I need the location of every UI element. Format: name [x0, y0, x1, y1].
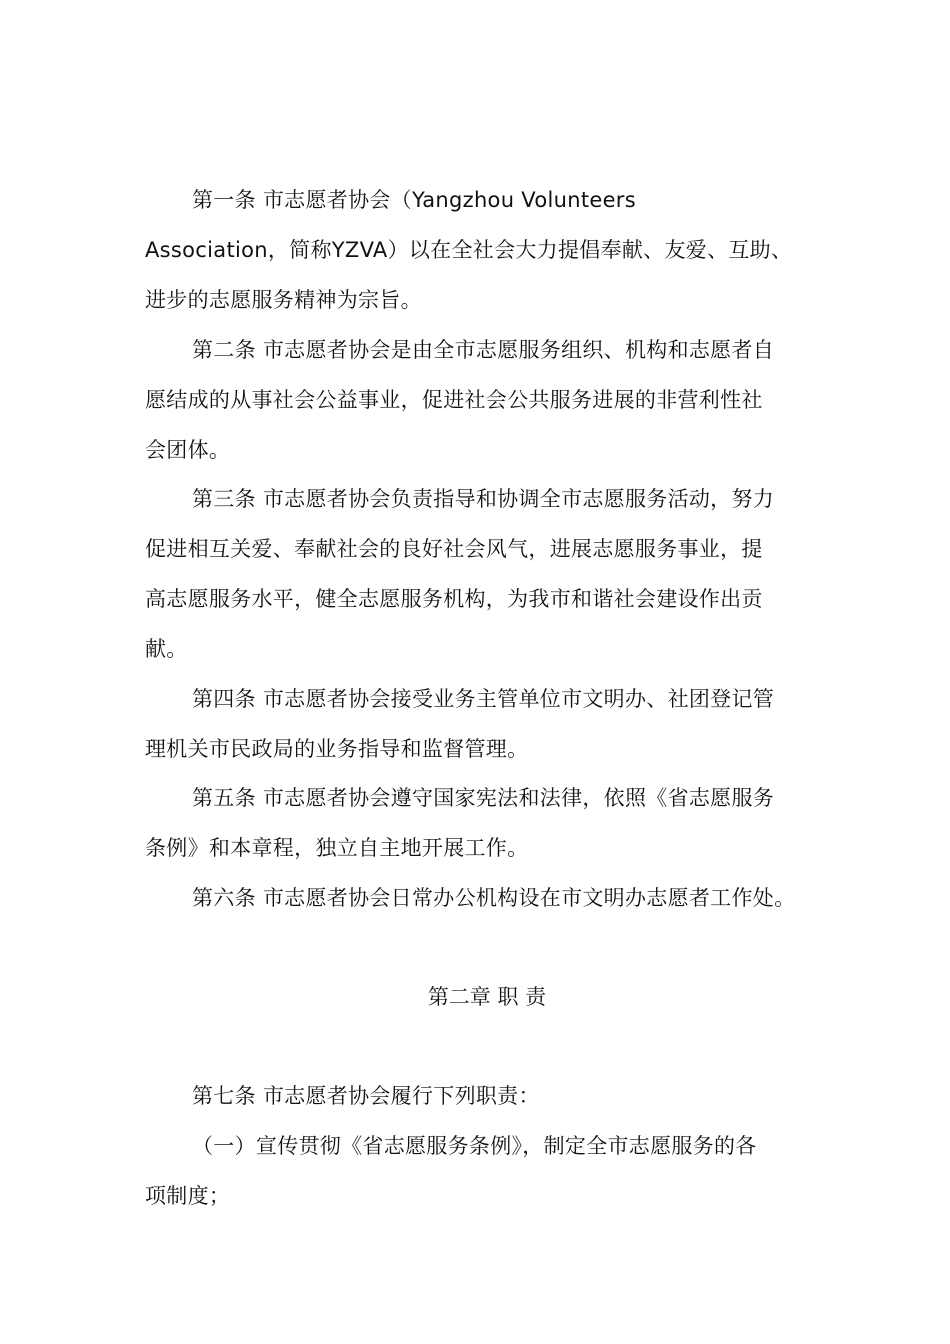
duty-1-line-2: 项制度；: [145, 1184, 231, 1208]
article-4-line-1: 第四条 市志愿者协会接受业务主管单位市文明办、社团登记管: [192, 687, 775, 711]
chapter-heading: 第二章 职 责: [427, 985, 547, 1009]
article-7-line-1: 第七条 市志愿者协会履行下列职责：: [192, 1084, 540, 1108]
article-1-line-3: 进步的志愿服务精神为宗旨。: [145, 288, 422, 312]
article-5-line-1: 第五条 市志愿者协会遵守国家宪法和法律，依照《省志愿服务: [192, 786, 775, 810]
duty-1-line-1: （一）宣传贯彻《省志愿服务条例》，制定全市志愿服务的各: [192, 1134, 757, 1158]
article-6-line-1: 第六条 市志愿者协会日常办公机构设在市文明办志愿者工作处。: [192, 886, 796, 910]
article-3-line-1: 第三条 市志愿者协会负责指导和协调全市志愿服务活动，努力: [192, 487, 775, 511]
article-3-line-4: 献。: [145, 637, 188, 661]
article-1-line-2: Association，简称YZVA）以在全社会大力提倡奉献、友爱、互助、: [145, 238, 793, 262]
article-2-line-3: 会团体。: [145, 438, 231, 462]
article-3-line-2: 促进相互关爱、奉献社会的良好社会风气，进展志愿服务事业，提: [145, 537, 763, 561]
article-1-line-1: 第一条 市志愿者协会（Yangzhou Volunteers: [192, 188, 636, 212]
article-4-line-2: 理机关市民政局的业务指导和监督管理。: [145, 737, 529, 761]
article-3-line-3: 高志愿服务水平，健全志愿服务机构，为我市和谐社会建设作出贡: [145, 587, 763, 611]
article-5-line-2: 条例》和本章程，独立自主地开展工作。: [145, 836, 529, 860]
article-2-line-2: 愿结成的从事社会公益事业，促进社会公共服务进展的非营利性社: [145, 388, 763, 412]
article-2-line-1: 第二条 市志愿者协会是由全市志愿服务组织、机构和志愿者自: [192, 338, 775, 362]
